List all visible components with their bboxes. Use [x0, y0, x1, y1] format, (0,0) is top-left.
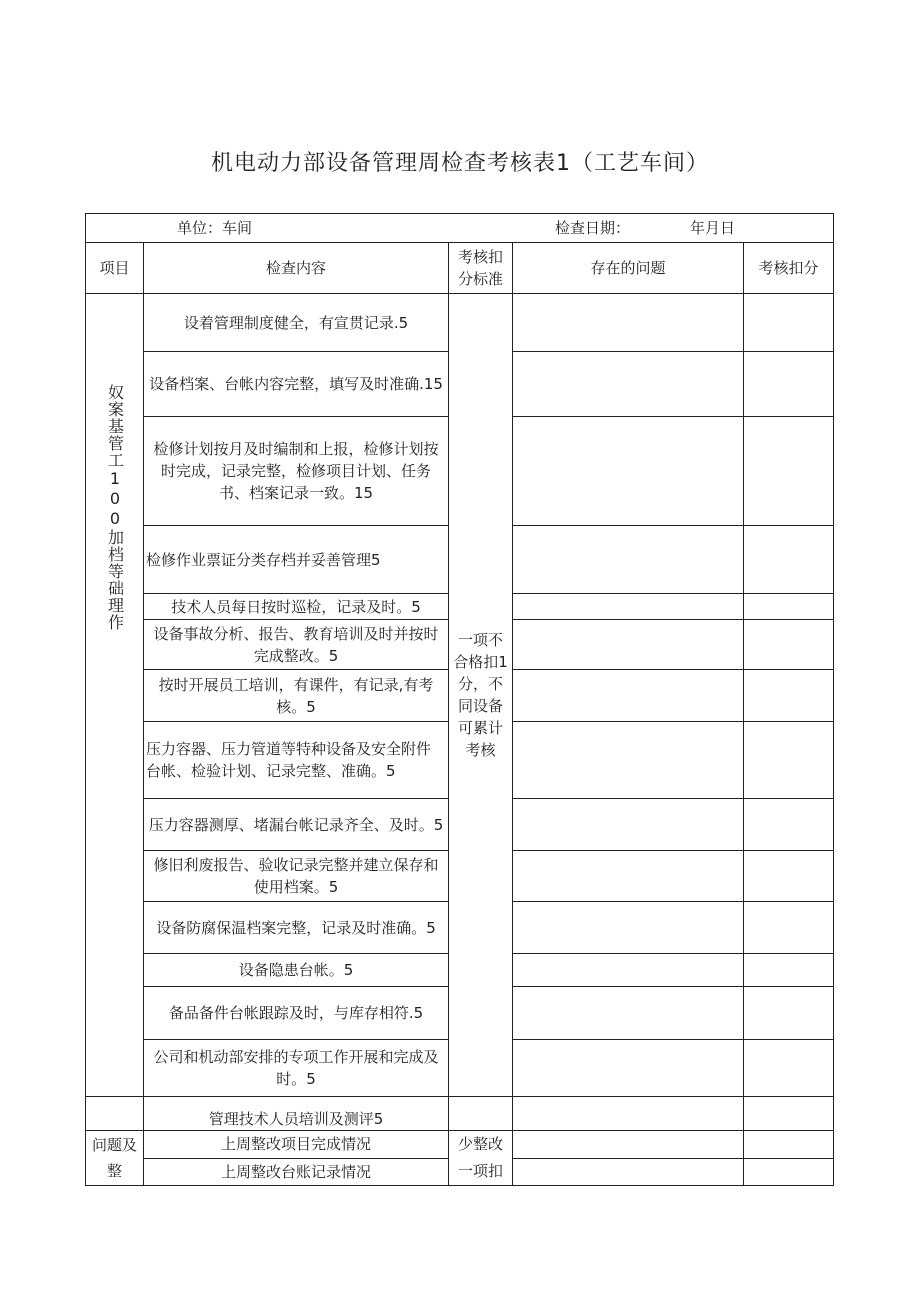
section1-label: 奴案基管工100加档等础理作: [105, 384, 125, 631]
problem-cell[interactable]: [513, 722, 744, 799]
content-cell: 管理技术人员培训及测评5: [144, 1097, 449, 1131]
deduction-cell[interactable]: [744, 1040, 834, 1097]
deduction-cell[interactable]: [744, 526, 834, 594]
date-value: 年月日: [690, 219, 736, 237]
problem-cell[interactable]: [513, 902, 744, 954]
deduction-cell[interactable]: [744, 670, 834, 722]
problem-cell[interactable]: [513, 1040, 744, 1097]
content-cell: 按时开展员工培训，有课件，有记录,有考核。5: [144, 670, 449, 722]
deduction-cell[interactable]: [744, 594, 834, 620]
unit-label: 单位：车间: [177, 219, 253, 237]
content-cell: 压力容器测厚、堵漏台帐记录齐全、及时。5: [144, 799, 449, 851]
deduction-cell[interactable]: [744, 902, 834, 954]
content-cell: 压力容器、压力管道等特种设备及安全附件台帐、检验计划、记录完整、准确。5: [144, 722, 449, 799]
problem-cell[interactable]: [513, 954, 744, 987]
deduction-cell[interactable]: [744, 620, 834, 670]
problem-cell[interactable]: [513, 352, 744, 417]
problem-cell[interactable]: [513, 417, 744, 526]
content-cell: 检修计划按月及时编制和上报，检修计划按时完成，记录完整，检修项目计划、任务书、档案记录一致。15: [144, 417, 449, 526]
unit-date-row: [86, 214, 834, 243]
table-row: [86, 1131, 834, 1159]
col-content: 检查内容: [144, 243, 449, 294]
problem-cell[interactable]: [513, 851, 744, 902]
problem-cell[interactable]: [513, 1158, 744, 1186]
training-row: [86, 1097, 834, 1131]
deduction-cell[interactable]: [744, 954, 834, 987]
problem-cell[interactable]: [513, 1131, 744, 1159]
problem-cell[interactable]: [513, 594, 744, 620]
content-cell: 设备防腐保温档案完整，记录及时准确。5: [144, 902, 449, 954]
content-cell: 技术人员每日按时巡检，记录及时。5: [144, 594, 449, 620]
content-cell: 设备隐患台帐。5: [144, 954, 449, 987]
problem-cell[interactable]: [513, 799, 744, 851]
content-cell: 备品备件台帐跟踪及时，与库存相符.5: [144, 987, 449, 1040]
inspection-table: [85, 213, 834, 1186]
col-problems: 存在的问题: [513, 243, 744, 294]
section1-label-cell: [86, 294, 144, 1097]
problem-cell[interactable]: [513, 1097, 744, 1131]
deduction-cell[interactable]: [744, 987, 834, 1040]
deduction-cell[interactable]: [744, 1131, 834, 1159]
col-item: 项目: [86, 243, 144, 294]
problem-cell[interactable]: [513, 987, 744, 1040]
content-cell: 设备事故分析、报告、教育培训及时并按时完成整改。5: [144, 620, 449, 670]
col-standard: 考核扣分标准: [449, 243, 513, 294]
content-cell: 公司和机动部安排的专项工作开展和完成及时。5: [144, 1040, 449, 1097]
table-row: [86, 294, 834, 352]
content-cell: 上周整改项目完成情况: [144, 1131, 449, 1159]
content-cell: 修旧利废报告、验收记录完整并建立保存和使用档案。5: [144, 851, 449, 902]
content-cell: 设着管理制度健全，有宣贯记录.5: [144, 294, 449, 352]
content-cell: 设备档案、台帐内容完整，填写及时准确.15: [144, 352, 449, 417]
section2-label: 问题及整: [86, 1131, 144, 1186]
date-label: 检查日期：: [555, 219, 631, 237]
col-deduction: 考核扣分: [744, 243, 834, 294]
deduction-cell[interactable]: [744, 1158, 834, 1186]
page-title: 机电动力部设备管理周检查考核表1（工艺车间）: [211, 151, 709, 176]
deduction-cell[interactable]: [744, 722, 834, 799]
deduction-cell[interactable]: [744, 417, 834, 526]
section2-standard: 少整改一项扣: [449, 1131, 513, 1186]
deduction-cell[interactable]: [744, 1097, 834, 1131]
deduction-cell[interactable]: [744, 294, 834, 352]
problem-cell[interactable]: [513, 526, 744, 594]
content-cell: 检修作业票证分类存档并妥善管理5: [144, 526, 449, 594]
problem-cell[interactable]: [513, 670, 744, 722]
deduction-cell[interactable]: [744, 799, 834, 851]
deduction-cell[interactable]: [744, 352, 834, 417]
problem-cell[interactable]: [513, 620, 744, 670]
section1-standard: 一项不合格扣1分，不同设备可累计考核: [449, 294, 513, 1097]
problem-cell[interactable]: [513, 294, 744, 352]
header-row: [86, 243, 834, 294]
content-cell: 上周整改台账记录情况: [144, 1158, 449, 1186]
deduction-cell[interactable]: [744, 851, 834, 902]
